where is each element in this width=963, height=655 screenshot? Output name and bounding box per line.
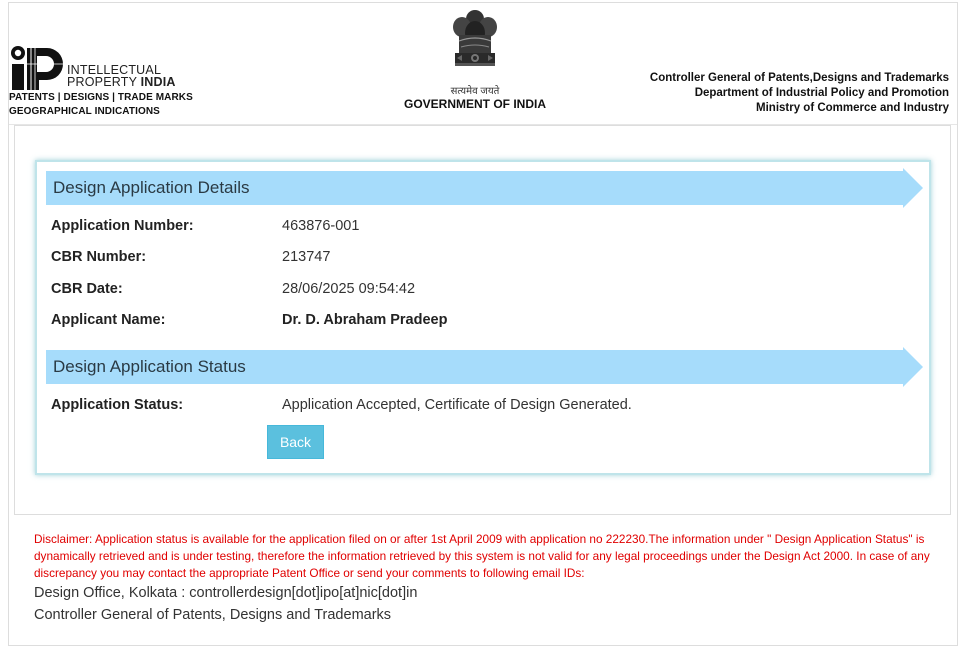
status-heading: Design Application Status [53, 357, 246, 376]
banner-arrow-icon [903, 168, 923, 208]
disclaimer-text: Disclaimer: Application status is available for the application filed on or after 1st April 2009 with application no 222230.The information under " Design Application Status" is dynamically retrieved and is under testing, therefore the information retrieved by this system is not valid for any legal proceedings under the Design Act 2000. In case of any discrepancy you may contact the appropriate Patent Office or send your comments to following email IDs: [34, 532, 930, 580]
ip-logo-title-line2: PROPERTY INDIA [67, 75, 176, 89]
ip-logo-subtitle-line1: PATENTS | DESIGNS | TRADE MARKS [9, 92, 193, 103]
application-number-value: 463876-001 [282, 218, 360, 234]
ip-logo-title-line1: INTELLECTUAL [67, 63, 162, 77]
ministry-line3: Ministry of Commerce and Industry [756, 102, 949, 114]
back-button[interactable]: Back [267, 425, 324, 459]
cbr-number-value: 213747 [282, 249, 331, 265]
ip-india-logo-icon [9, 44, 65, 92]
ministry-info [650, 71, 949, 116]
details-banner [46, 171, 923, 205]
details-heading: Design Application Details [53, 178, 250, 197]
ip-india-logo [9, 44, 209, 124]
cbr-number-label: CBR Number: [51, 249, 147, 265]
status-banner [46, 350, 923, 384]
ministry-line2: Department of Industrial Policy and Promotion [694, 87, 949, 99]
cbr-date-value: 28/06/2025 09:54:42 [282, 281, 416, 297]
contact-kolkata: Design Office, Kolkata : controllerdesign[dot]ipo[at]nic[dot]in [34, 585, 418, 601]
government-of-india-caption: GOVERNMENT OF INDIA [403, 97, 546, 111]
application-status-value: Application Accepted, Certificate of Design Generated. [282, 397, 632, 413]
national-emblem-icon [445, 5, 505, 85]
cbr-date-label: CBR Date: [51, 281, 123, 297]
government-emblem [403, 5, 546, 115]
applicant-name-value: Dr. D. Abraham Pradeep [282, 312, 448, 328]
application-number-label: Application Number: [51, 218, 194, 234]
application-status-label: Application Status: [51, 397, 184, 413]
emblem-motto: सत्यमेव जयते [450, 86, 500, 97]
contact-controller-general: Controller General of Patents, Designs and Trademarks [34, 607, 392, 623]
ip-logo-subtitle-line2: GEOGRAPHICAL INDICATIONS [9, 106, 160, 117]
applicant-name-label: Applicant Name: [51, 312, 166, 328]
application-card [35, 160, 931, 475]
banner-arrow-icon [903, 347, 923, 387]
ministry-line1: Controller General of Patents,Designs and Trademarks [649, 72, 949, 84]
